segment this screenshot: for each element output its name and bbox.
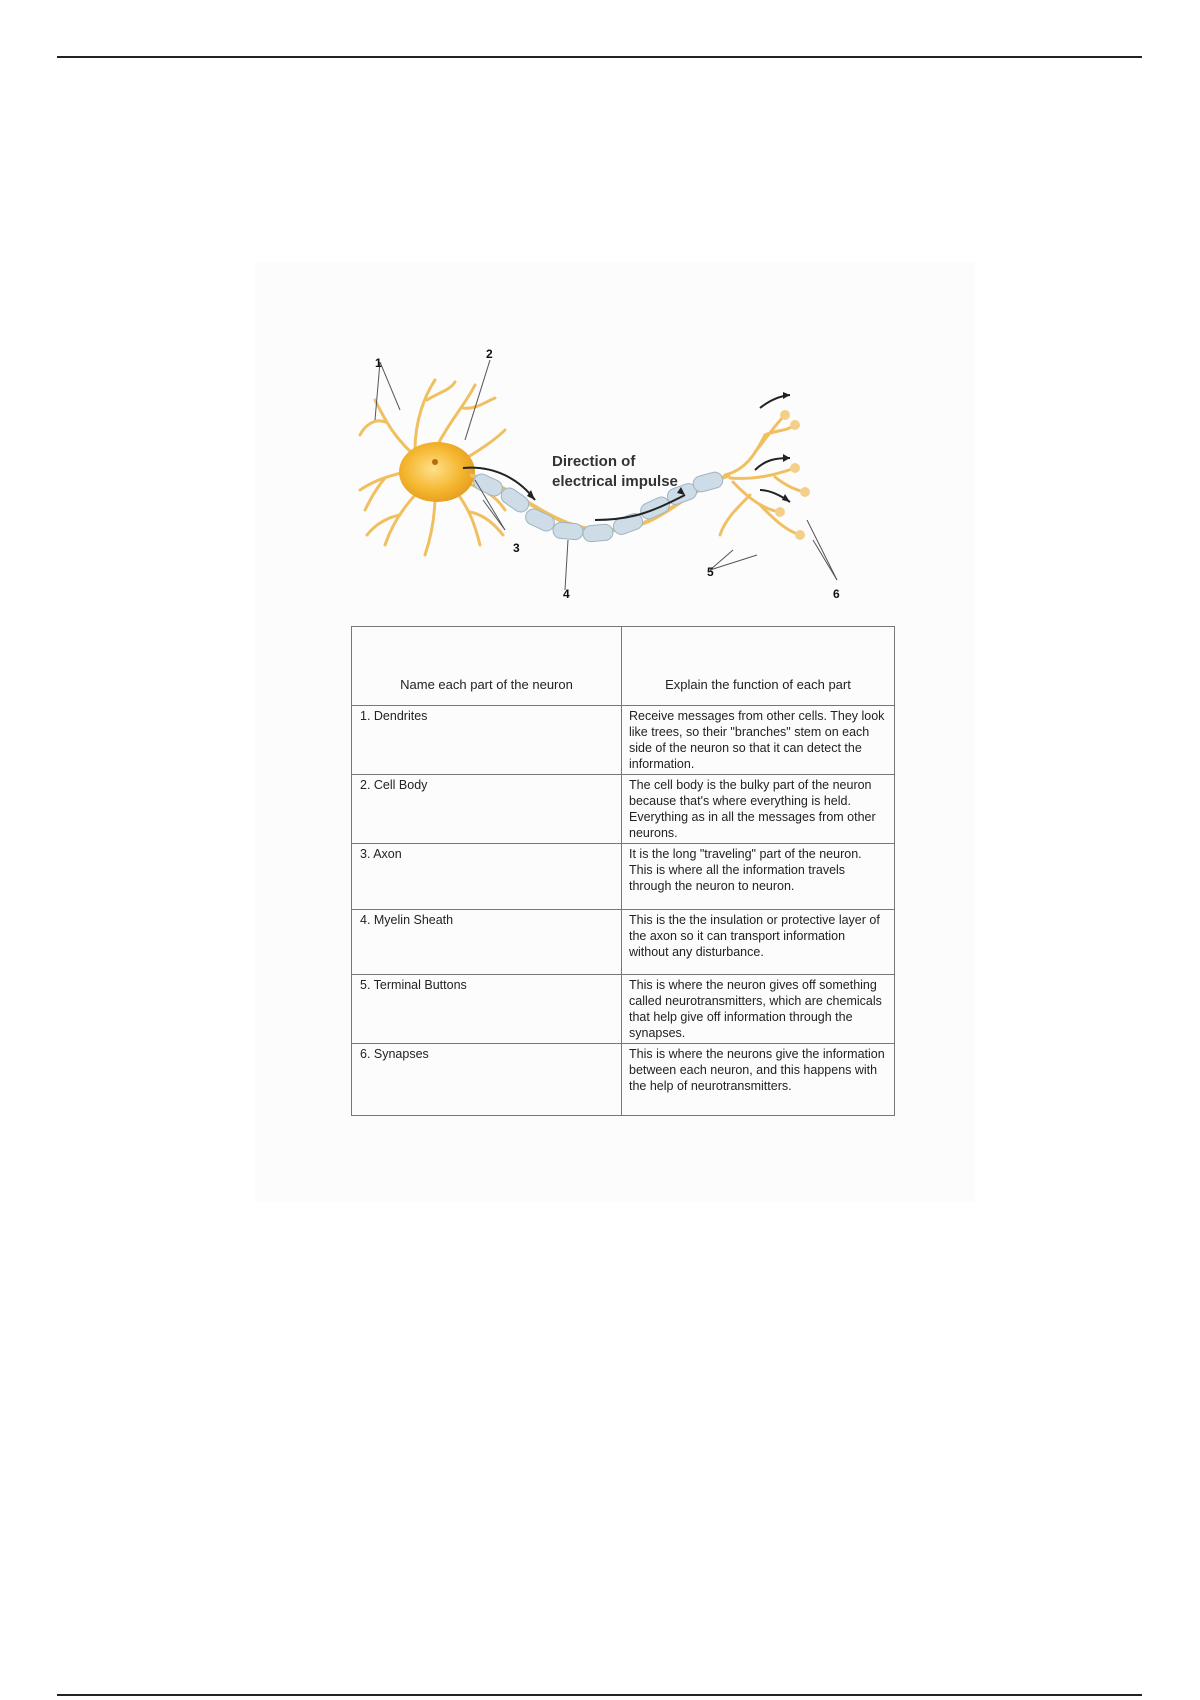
table-row xyxy=(352,975,895,1044)
part-number-2: 2 xyxy=(486,347,493,361)
part-function: The cell body is the bulky part of the neuron because that's where everything is held. Everything as in all the messages from other neurons. xyxy=(622,775,895,844)
part-name: 6. Synapses xyxy=(352,1044,622,1116)
part-name: 1. Dendrites xyxy=(352,706,622,775)
part-function: This is the the insulation or protective layer of the axon so it can transport information without any disturbance. xyxy=(622,910,895,975)
table-row xyxy=(352,844,895,910)
part-function: It is the long "traveling" part of the neuron. This is where all the information travels through the neuron to neuron. xyxy=(622,844,895,910)
table-header-row xyxy=(352,627,895,706)
footer-rule xyxy=(57,1694,1142,1696)
table-row xyxy=(352,910,895,975)
header-part-function: Explain the function of each part xyxy=(622,627,895,706)
direction-label-line2: electrical impulse xyxy=(552,473,678,490)
part-number-6: 6 xyxy=(833,587,840,601)
part-name: 2. Cell Body xyxy=(352,775,622,844)
part-number-5: 5 xyxy=(707,565,714,579)
part-function: This is where the neuron gives off something called neurotransmitters, which are chemicals that help give off information through the synapses. xyxy=(622,975,895,1044)
part-function: This is where the neurons give the information between each neuron, and this happens with the help of neurotransmitters. xyxy=(622,1044,895,1116)
header-part-name: Name each part of the neuron xyxy=(352,627,622,706)
part-number-3: 3 xyxy=(513,541,520,555)
part-name: 4. Myelin Sheath xyxy=(352,910,622,975)
neuron-parts-table xyxy=(351,626,895,1116)
table-row xyxy=(352,706,895,775)
terminal-buttons-illustration xyxy=(720,415,805,535)
part-number-4: 4 xyxy=(563,587,570,601)
neuron-diagram xyxy=(355,340,875,610)
part-function: Receive messages from other cells. They look like trees, so their "branches" stem on each side of the neuron so that it can detect the information. xyxy=(622,706,895,775)
table-row xyxy=(352,1044,895,1116)
direction-label-line1: Direction of xyxy=(552,453,636,470)
cell-body-illustration xyxy=(399,442,475,502)
header-rule xyxy=(57,56,1142,58)
part-name: 5. Terminal Buttons xyxy=(352,975,622,1044)
part-number-1: 1 xyxy=(375,356,382,370)
part-name: 3. Axon xyxy=(352,844,622,910)
table-row xyxy=(352,775,895,844)
